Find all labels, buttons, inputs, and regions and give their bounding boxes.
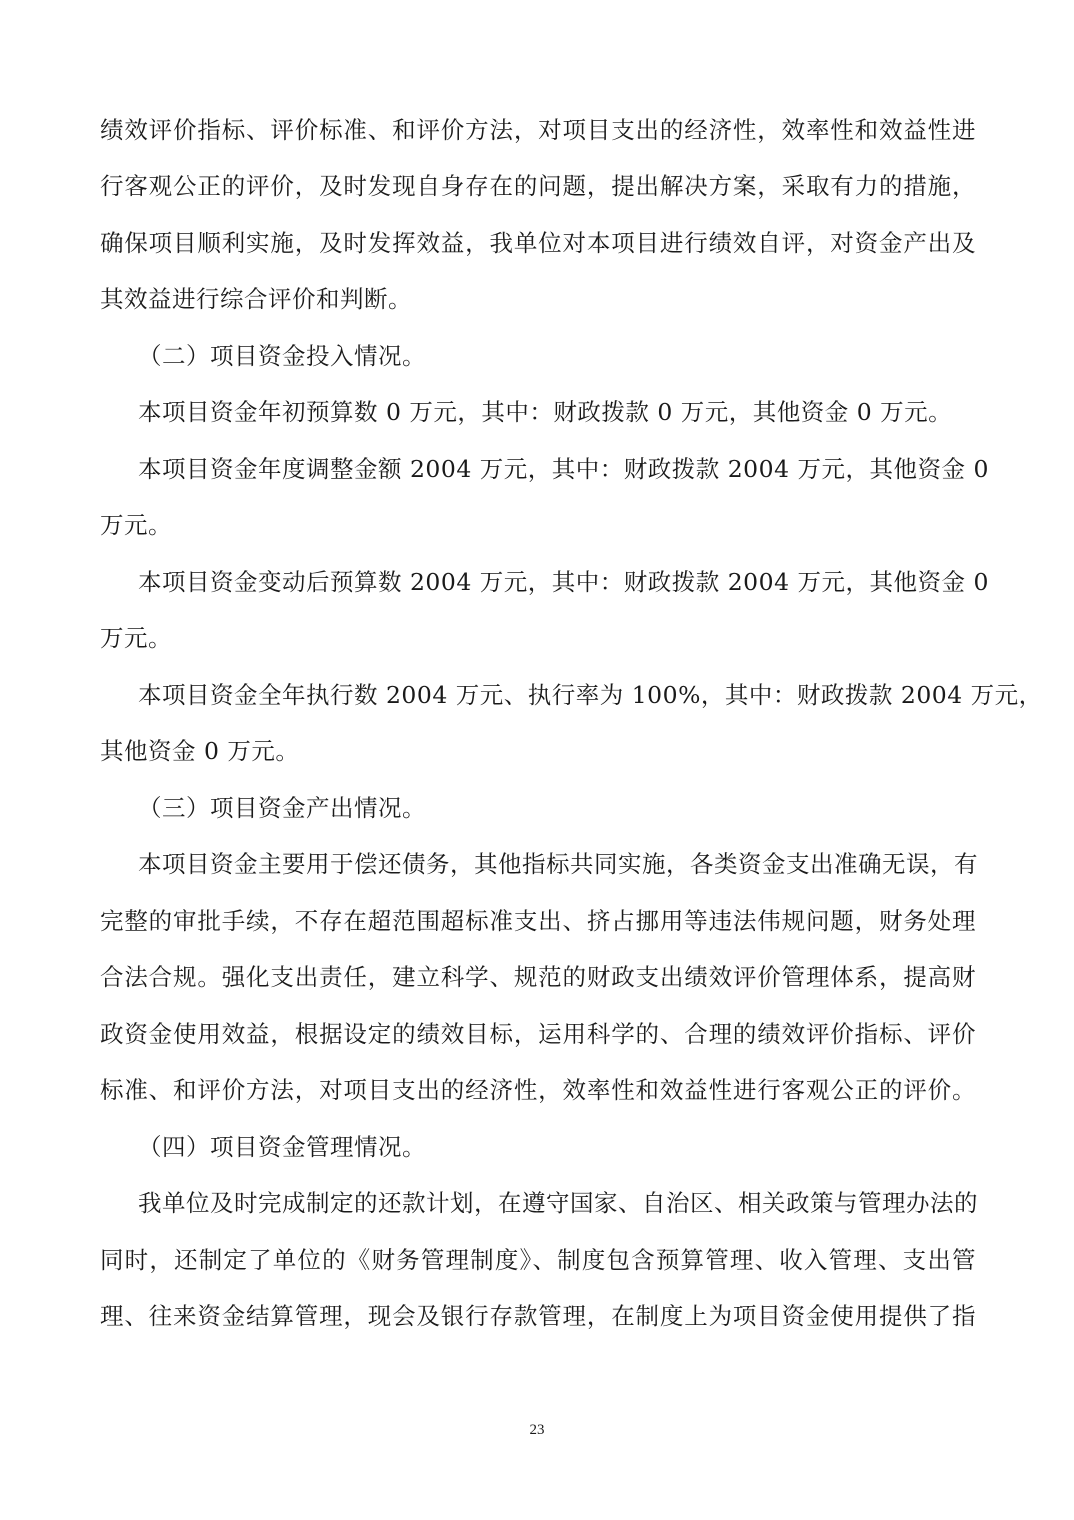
section-heading: （二）项目资金投入情况。: [138, 342, 426, 370]
text-line: 本项目资金主要用于偿还债务，其他指标共同实施，各类资金支出准确无误，有: [138, 850, 978, 878]
text-line: 其效益进行综合评价和判断。: [100, 285, 412, 313]
text-line: 本项目资金年度调整金额 2004 万元，其中：财政拨款 2004 万元，其他资金 0: [138, 455, 989, 483]
text-line: 完整的审批手续，不存在超范围超标准支出、挤占挪用等违法伟规问题，财务处理: [100, 907, 976, 935]
text-line: 标准、和评价方法，对项目支出的经济性，效率性和效益性进行客观公正的评价。: [100, 1076, 976, 1104]
text-line: 绩效评价指标、评价标准、和评价方法，对项目支出的经济性，效率性和效益性进: [100, 116, 976, 144]
text-line: 行客观公正的评价，及时发现自身存在的问题，提出解决方案，采取有力的措施，: [100, 172, 976, 200]
text-line: 我单位及时完成制定的还款计划，在遵守国家、自治区、相关政策与管理办法的: [138, 1189, 978, 1217]
text-line: 其他资金 0 万元。: [100, 737, 300, 765]
text-line: 万元。: [100, 624, 172, 652]
section-heading: （三）项目资金产出情况。: [138, 794, 426, 822]
section-heading: （四）项目资金管理情况。: [138, 1133, 426, 1161]
text-line: 本项目资金变动后预算数 2004 万元，其中：财政拨款 2004 万元，其他资金 0: [138, 568, 989, 596]
text-line: 理、往来资金结算管理，现会及银行存款管理，在制度上为项目资金使用提供了指: [100, 1302, 976, 1330]
text-line: 本项目资金年初预算数 0 万元，其中：财政拨款 0 万元，其他资金 0 万元。: [138, 398, 953, 426]
page-number: 23: [529, 1422, 545, 1438]
text-line: 政资金使用效益，根据设定的绩效目标，运用科学的、合理的绩效评价指标、评价: [100, 1020, 976, 1048]
text-line: 合法合规。强化支出责任，建立科学、规范的财政支出绩效评价管理体系，提高财: [100, 963, 976, 991]
text-line: 确保项目顺利实施，及时发挥效益，我单位对本项目进行绩效自评，对资金产出及: [100, 229, 976, 257]
text-line: 本项目资金全年执行数 2004 万元、执行率为 100%，其中：财政拨款 2004 万元，: [138, 681, 1043, 709]
text-line: 同时，还制定了单位的《财务管理制度》、制度包含预算管理、收入管理、支出管: [100, 1246, 976, 1274]
text-line: 万元。: [100, 511, 172, 539]
